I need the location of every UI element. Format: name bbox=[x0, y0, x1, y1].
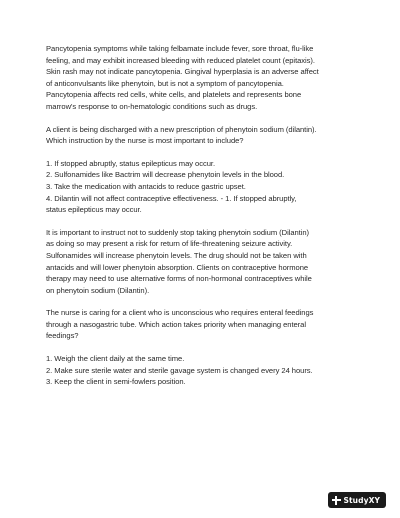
brand-label: StudyXY bbox=[343, 495, 380, 505]
option-line: 3. Keep the client in semi-fowlers position. bbox=[46, 377, 186, 387]
text-line: as doing so may present a risk for return of life-threatening seizure activity. bbox=[46, 239, 293, 249]
document-body bbox=[46, 43, 368, 399]
text-line: feedings? bbox=[46, 331, 79, 341]
paragraph-pancytopenia bbox=[46, 43, 368, 113]
text-line: therapy may need to use alternative forms of non-hormonal contraceptives while bbox=[46, 274, 312, 284]
text-line: through a nasogastric tube. Which action takes priority when managing enteral bbox=[46, 319, 306, 329]
text-line: antacids and will lower phenytoin absorption. Clients on contraceptive hormone bbox=[46, 262, 309, 272]
question-phenytoin bbox=[46, 124, 368, 147]
option-line: 1. Weigh the client daily at the same time. bbox=[46, 354, 185, 364]
text-line: Skin rash may not indicate pancytopenia. Gingival hyperplasia is an adverse affect bbox=[46, 67, 319, 77]
text-line: Pancytopenia symptoms while taking felbamate include fever, sore throat, flu-like bbox=[46, 44, 314, 53]
text-line: The nurse is caring for a client who is unconscious who requires enteral feedings bbox=[46, 308, 314, 318]
question-enteral-feeding bbox=[46, 307, 368, 342]
text-line: A client is being discharged with a new prescription of phenytoin sodium (dilantin). bbox=[46, 124, 317, 134]
text-line: Which instruction by the nurse is most important to include? bbox=[46, 136, 244, 146]
options-phenytoin bbox=[46, 158, 368, 216]
text-line: Sulfonamides will increase phenytoin levels. The drug should not be taken with bbox=[46, 250, 307, 260]
option-line: 3. Take the medication with antacids to reduce gastric upset. bbox=[46, 181, 246, 191]
plus-icon bbox=[332, 496, 341, 505]
text-line: marrow's response to on-hematologic conditions such as drugs. bbox=[46, 101, 258, 111]
option-line: 4. Dilantin will not affect contraceptive effectiveness. - 1. If stopped abruptly, bbox=[46, 193, 297, 203]
option-line: 2. Sulfonamides like Bactrim will decrease phenytoin levels in the blood. bbox=[46, 170, 285, 180]
text-line: Pancytopenia affects red cells, white cells, and platelets and represents bone bbox=[46, 90, 302, 100]
text-line: on phenytoin sodium (Dilantin). bbox=[46, 285, 150, 295]
option-line: status epilepticus may occur. bbox=[46, 205, 142, 215]
option-line: 1. If stopped abruptly, status epilepticus may occur. bbox=[46, 158, 216, 168]
text-line: It is important to instruct not to suddenly stop taking phenytoin sodium (Dilantin) bbox=[46, 227, 310, 237]
text-line: of anticonvulsants like phenytoin, but is not a symptom of pancytopenia. bbox=[46, 78, 284, 88]
rationale-phenytoin bbox=[46, 227, 368, 297]
studyxy-logo[interactable] bbox=[328, 492, 387, 508]
text-line: feeling, and may exhibit increased bleeding with reduced platelet count (epitaxis). bbox=[46, 55, 315, 65]
option-line: 2. Make sure sterile water and sterile gavage system is changed every 24 hours. bbox=[46, 365, 313, 375]
options-enteral-feeding bbox=[46, 353, 368, 388]
